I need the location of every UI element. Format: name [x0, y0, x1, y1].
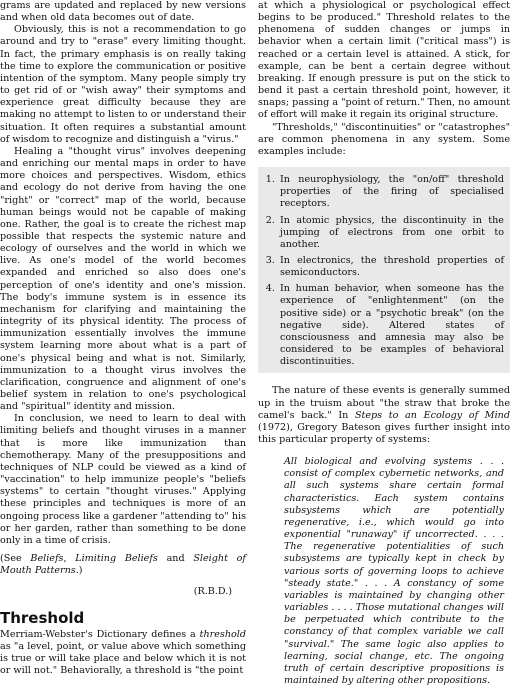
paragraph-text-pre: The nature of these events is generally summed up in the truism about "the straw that broke the camel's back." In: [258, 385, 510, 421]
examples-list: [262, 174, 504, 368]
see-also-separator: and: [157, 553, 194, 565]
see-also-ref-limiting-beliefs: Limiting Beliefs: [75, 553, 158, 565]
body-paragraph: In conclusion, we need to learn to deal with limiting beliefs and thought viruses in a manner that is more like immunization than chemotherapy. Many of the presuppositions and techniques of NLP could be viewed as a kind of "vaccination" to help immunize people's "beliefs systems" to certain "thought viruses." Applying these principles and techniques is more of an ongoing process like a gardener "attending to" his or her garden, rather than something to be done only in a time of crisis.: [0, 413, 246, 546]
body-paragraph: "Thresholds," "discontinuities" or "catastrophes" are common phenomena in any system. Some examples include:: [258, 121, 510, 157]
body-paragraph: [258, 385, 510, 446]
left-column: [0, 0, 246, 677]
body-paragraph: Healing a "thought virus" involves deepening and enriching our mental maps in order to have more choices and perspectives. Wisdom, ethics and ecology do not derive from having the one "right" or "correct" map of the world, because human beings would not be capable of making one. Rather, the goal is to create the richest map possible that respects the systemic nature and ecology of ourselves and the world in which we live. As one's model of the world becomes expanded and enriched so also does one's perception of one's identity and one's mission. The body's immune system is in essence its mechanism for clarifying and maintaining the integrity of its physical identity. The process of immunization essentially involves the immune system learning more about what is a part of one's physical being and what is not. Similarly, immunization to a thought virus involves the clarification, congruence and alignment of one's belief system in relation to one's psychological and "spiritual" identity and mission.: [0, 145, 246, 413]
list-item: 1. In neurophysiology, the "on/off" threshold properties of the firing of specialised receptors.: [278, 174, 504, 210]
body-paragraph: Obviously, this is not a recommendation to go around and try to "erase" every limiting thought. In fact, the primary emphasis is on really taking the time to explore the communication or positive intention of the symptom. Many people simply try to get rid of or "wish away" their symptoms and experience great difficulty because they are making no attempt to listen to or understand their situation. It often requires a substantial amount of wisdom to recognize and distinguish a "virus.": [0, 24, 246, 145]
block-quote: All biological and evolving systems . . . consist of complex cybernetic networks, and all such systems share certain formal characteristics. Each system contains subsystems which are potentially regenerative, i.e., which would go into exponential "runaway" if uncorrected. . . . The regenerative potentialities of such subsystems are typically kept in check by various sorts of governing loops to achieve "steady state." . . . A constancy of some variables is maintained by changing other variables . . . . Those mutational changes will be perpetuated which contribute to the constancy of that complex variable we call "survival." The same logic also applies to learning, social change, etc. The ongoing truth of certain descriptive propositions is maintained by altering other propositions.: [284, 456, 505, 686]
section-heading: Threshold: [0, 608, 85, 627]
threshold-term: threshold: [199, 628, 246, 640]
body-paragraph: at which a physiological or psychological effect begins to be produced." Threshold relates to the phenomena of sudden changes or jumps in behavior when a certain limit ("critical mass") is reached or a certain level is attained. A stick, for example, can be bent a certain degree without breaking. If enough pressure is put on the stick to bend it past a certain threshold point, however, it snaps; passing a "point of return." Then, no amount of effort will make it regain its original structure.: [258, 0, 510, 121]
see-also-prefix: (See: [0, 553, 31, 565]
threshold-text-pre: Merriam-Webster's Dictionary defines a: [0, 628, 200, 640]
threshold-text-post: as "a level, point, or value above which something is true or will take place and below which it is not or will not." Behaviorally, a threshold is "the point: [0, 640, 246, 676]
see-also-suffix: .): [75, 565, 83, 577]
paragraph-text-post: (1972), Gregory Bateson gives further insight into this particular property of systems:: [258, 421, 510, 445]
see-also-ref-sleight-of-mouth: Sleight of Mouth Patterns: [0, 553, 246, 577]
list-item: 3. In electronics, the threshold properties of semiconductors.: [278, 255, 504, 279]
list-item: 4. In human behavior, when someone has the experience of "enlightenment" (on the positive side) or a "psychotic break" (on the negative side). Altered states of consciousness and amnesia may also be considered to be examples of behavioral discontinuities.: [278, 283, 504, 368]
see-also-ref-beliefs: Beliefs: [30, 553, 64, 565]
see-also-note: [0, 553, 246, 577]
examples-list-box: [258, 167, 510, 373]
right-column: [258, 0, 510, 687]
body-paragraph: grams are updated and replaced by new versions and when old data becomes out of date.: [0, 0, 246, 24]
book-title: Steps to an Ecology of Mind: [354, 409, 510, 421]
see-also-separator: ,: [63, 553, 76, 565]
body-paragraph: [0, 629, 246, 678]
author-signature: (R.B.D.): [193, 586, 232, 598]
list-item: 2. In atomic physics, the discontinuity in the jumping of electrons from one orbit to another.: [278, 215, 504, 251]
